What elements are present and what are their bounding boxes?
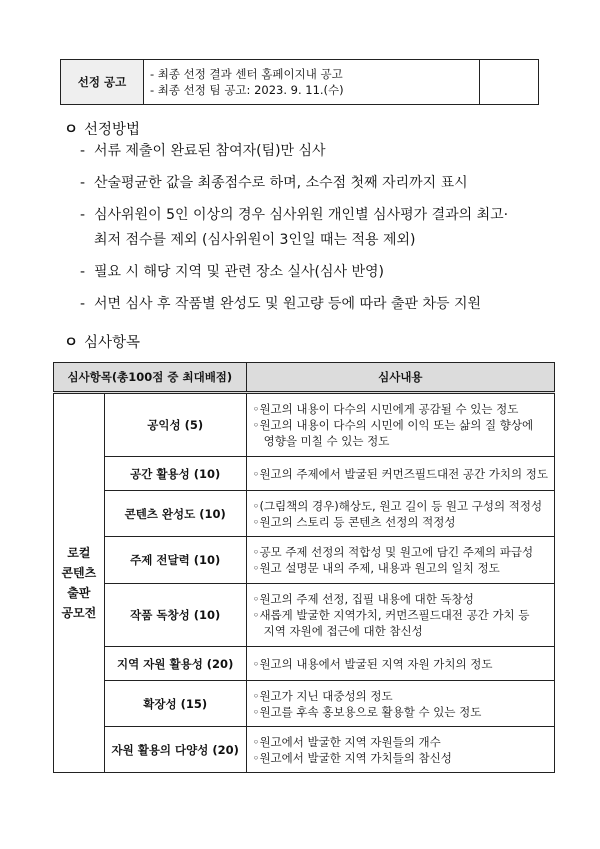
- list-item: - 서면 심사 후 작품별 완성도 및 원고량 등에 따라 출판 차등 지원: [80, 293, 550, 315]
- table-row: [54, 457, 555, 491]
- criteria-item: 주제 전달력 (10): [104, 537, 246, 584]
- criteria-desc: ◦원고의 주제에서 발굴된 커먼즈필드대전 공간 가치의 정도: [246, 457, 554, 491]
- category-cell: 로컬 콘텐츠 출판 공모전: [54, 393, 105, 773]
- circle-bullet-icon: ㅇ: [64, 335, 79, 351]
- dash-icon: -: [80, 264, 86, 280]
- criteria-desc: ◦원고의 내용에서 발굴된 지역 자원 가치의 정도: [246, 647, 554, 681]
- header-desc: 심사내용: [246, 363, 554, 393]
- announcement-table: [60, 59, 539, 105]
- announcement-line: - 최종 선정 팀 공고: 2023. 9. 11.(수): [150, 83, 344, 97]
- table-row: [54, 681, 555, 727]
- list-item: - 산술평균한 값을 최종점수로 하며, 소수점 첫째 자리까지 표시: [80, 172, 550, 194]
- table-row: [54, 584, 555, 647]
- announcement-content: [144, 60, 480, 105]
- criteria-item: 자원 활용의 다양성 (20): [104, 727, 246, 773]
- dash-icon: -: [80, 143, 86, 159]
- method-title: 선정방법: [84, 122, 141, 138]
- criteria-header-row: [54, 363, 555, 393]
- criteria-item: 공간 활용성 (10): [104, 457, 246, 491]
- table-row: [54, 537, 555, 584]
- dash-icon: -: [80, 207, 86, 223]
- table-row: [54, 393, 555, 457]
- criteria-desc: ◦원고에서 발굴한 지역 자원들의 개수 ◦원고에서 발굴한 지역 가치들의 참신성: [246, 727, 554, 773]
- circle-bullet-icon: ㅇ: [64, 122, 79, 138]
- announcement-label: 선정 공고: [61, 60, 144, 105]
- criteria-title: 심사항목: [84, 335, 141, 351]
- dash-icon: -: [80, 296, 86, 312]
- announcement-row: [61, 60, 539, 105]
- criteria-item: 콘텐츠 완성도 (10): [104, 491, 246, 537]
- table-row: [54, 647, 555, 681]
- list-item: - 심사위원이 5인 이상의 경우 심사위원 개인별 심사평가 결과의 최고· 최저 점수를 제외 (심사위원이 3인일 때는 적용 제외): [80, 204, 550, 251]
- criteria-item: 작품 독창성 (10): [104, 584, 246, 647]
- criteria-desc: ◦원고의 내용이 다수의 시민에게 공감될 수 있는 정도 ◦원고의 내용이 다수의 시민에 이익 또는 삶의 질 향상에 영향을 미칠 수 있는 정도: [246, 393, 554, 457]
- table-row: [54, 491, 555, 537]
- list-item: - 필요 시 해당 지역 및 관련 장소 실사(심사 반영): [80, 261, 550, 283]
- list-item: - 서류 제출이 완료된 참여자(팀)만 심사: [80, 140, 550, 162]
- announcement-line: - 최종 선정 결과 센터 홈페이지내 공고: [150, 67, 343, 81]
- list-item-continuation: 최저 점수를 제외 (심사위원이 3인일 때는 적용 제외): [94, 232, 416, 248]
- announcement-empty-cell: [480, 60, 539, 105]
- method-list: [80, 140, 550, 315]
- criteria-desc: ◦공모 주제 선정의 적합성 및 원고에 담긴 주제의 파급성 ◦원고 설명문 내의 주제, 내용과 원고의 일치 정도: [246, 537, 554, 584]
- criteria-heading: [64, 331, 140, 352]
- criteria-item: 지역 자원 활용성 (20): [104, 647, 246, 681]
- method-heading: [64, 118, 140, 139]
- criteria-desc: ◦(그림책의 경우)해상도, 원고 길이 등 원고 구성의 적정성 ◦원고의 스토리 등 콘텐츠 선정의 적정성: [246, 491, 554, 537]
- dash-icon: -: [80, 175, 86, 191]
- header-item: 심사항목(총100점 중 최대배점): [54, 363, 247, 393]
- criteria-desc: ◦원고의 주제 선정, 집필 내용에 대한 독창성 ◦새롭게 발굴한 지역가치, 커먼즈필드대전 공간 가치 등 지역 자원에 접근에 대한 참신성: [246, 584, 554, 647]
- table-row: [54, 727, 555, 773]
- criteria-item: 공익성 (5): [104, 393, 246, 457]
- criteria-table: [53, 362, 555, 773]
- criteria-item: 확장성 (15): [104, 681, 246, 727]
- criteria-desc: ◦원고가 지닌 대중성의 정도 ◦원고를 후속 홍보용으로 활용할 수 있는 정도: [246, 681, 554, 727]
